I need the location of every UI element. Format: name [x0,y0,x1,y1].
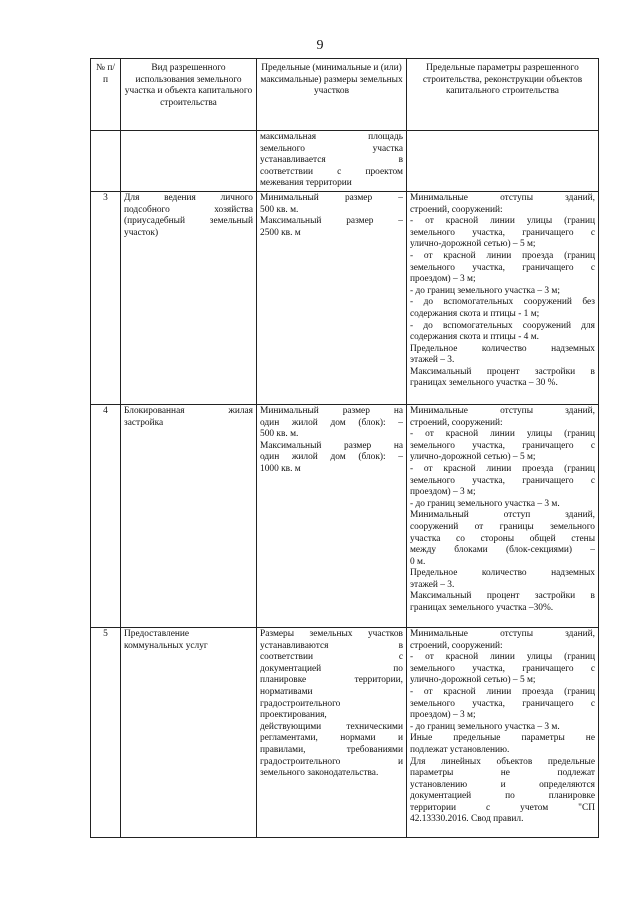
plot-size-cell [257,404,407,627]
text-line: - от красной линии улицы (границ [410,652,595,663]
text-line: градостроительного и [260,756,403,767]
cont-use-cell [121,131,257,192]
cont-size-cell [257,131,407,192]
text-line: территории с учетом "СП [410,802,595,813]
text-line: этажей – 3. [410,355,455,366]
text-line: Иные предельные параметры не [410,733,595,744]
header-use-type: Вид разрешенного использования земельного участка и объекта капитального строительства [121,59,257,131]
text-line: Блокированная жилая [124,405,253,416]
text-line: улично-дорожной сетью) – 5 м; [410,452,536,463]
text-line: улично-дорожной сетью) – 5 м; [410,675,536,686]
text-line: Для линейных объектов предельные [410,756,595,767]
text-line: 0 м. [410,556,426,567]
plot-size-cell [257,627,407,837]
text-line: установлению и определяются [410,779,595,790]
cont-params-cell [407,131,599,192]
text-line: строений, сооружений: [410,204,503,215]
cont-number-cell [91,131,121,192]
text-line: Минимальный размер – [260,192,403,203]
text-line: соответствии с проектом [260,166,403,177]
text-line: 42.13330.2016. Свод правил. [410,814,524,825]
text-line: Максимальный размер – [260,216,403,227]
text-line: - до вспомогательных сооружений без [410,297,595,308]
text-line: земельного участка, граничащего с [410,227,595,238]
text-line: земельного участка, граничащего с [410,262,595,273]
page-number: 9 [316,38,324,53]
text-line: содержания скота и птицы - 4 м. [410,332,539,343]
text-line: сооружений от границы земельного [410,521,595,532]
text-line: Минимальные отступы зданий, [410,405,595,416]
text-line: нормативами [260,686,313,697]
text-line: содержания скота и птицы - 1 м; [410,308,540,319]
text-line: участок) [124,227,159,238]
text-line: земельного законодательства. [260,768,379,779]
text-line: - до границ земельного участка – 3 м. [410,721,560,732]
text-line: максимальная площадь [260,132,403,142]
text-line: один жилой дом (блок): – [260,452,403,463]
text-line: улично-дорожной сетью) – 5 м; [410,239,536,250]
text-line: Предельное количество надземных [410,343,595,354]
text-line: (приусадебный земельный [124,216,253,227]
row-number: 3 [91,191,121,404]
use-type-cell [121,191,257,404]
regulations-table [90,58,599,838]
text-line: этажей – 3. [410,579,455,590]
header-plot-size: Предельные (минимальные и (или) максимальные) размеры земельных участков [257,59,407,131]
text-line: границах земельного участка –30%. [410,603,554,614]
text-line: земельного участка, граничащего с [410,698,595,709]
text-line: границах земельного участка – 30 %. [410,378,558,389]
table-row [91,627,599,837]
text-line: подсобного хозяйства [124,204,253,215]
table-row [91,191,599,404]
text-line: регламентами, нормами и [260,733,403,744]
build-params-cell [407,191,599,404]
text-line: соответствии с [260,652,403,663]
text-line: подлежат установлению. [410,744,510,755]
text-line: земельного участка, граничащего с [410,663,595,674]
text-line: земельного участка, граничащего с [410,440,595,451]
text-line: проектирования, [260,710,327,721]
text-line: Максимальный процент застройки в [410,591,595,602]
text-line: - до границ земельного участка – 3 м. [410,498,560,509]
text-line: градостроительного [260,698,341,709]
text-line: Предельное количество надземных [410,568,595,579]
text-line: Минимальные отступы зданий, [410,628,595,639]
text-line: планировке территории, [260,675,403,686]
text-line: Предоставление [124,628,190,639]
text-line: Максимальный размер на [260,440,403,451]
text-line: земельного участка [260,143,403,154]
text-line: - от красной линии проезда (границ [410,686,595,697]
text-line: документацией по планировке [410,791,595,802]
text-line: Максимальный процент застройки в [410,366,595,377]
text-line: устанавливается в [260,155,403,166]
text-line: участка со стороны общей стены [410,533,595,544]
text-line: - до границ земельного участка – 3 м; [410,285,560,296]
text-line: устанавливаются в [260,640,403,651]
text-line: строений, сооружений: [410,417,503,428]
text-line: 1000 кв. м [260,463,301,474]
text-line: коммунальных услуг [124,640,208,651]
text-line: земельного участка, граничащего с [410,475,595,486]
text-line: проездом) – 3 м; [410,710,476,721]
build-params-cell [407,627,599,837]
text-line: проездом) – 3 м; [410,274,476,285]
text-line: между блоками (блок-секциями) – [410,545,595,556]
plot-size-cell [257,191,407,404]
text-line: правилами, требованиями [260,744,403,755]
text-line: 500 кв. м. [260,204,299,215]
text-line: - от красной линии улицы (границ [410,216,595,227]
text-line: 2500 кв. м [260,227,301,238]
header-build-params: Предельные параметры разрешенного строительства, реконструкции объектов капитального строительства [407,59,599,131]
text-line: застройка [124,417,164,428]
text-line: Минимальный отступ зданий, [410,510,595,521]
text-line: действующими техническими [260,721,403,732]
use-type-cell [121,404,257,627]
text-line: Размеры земельных участков [260,628,403,639]
text-line: Минимальные отступы зданий, [410,192,595,203]
row-number: 4 [91,404,121,627]
text-line: межевания территории [260,178,352,189]
table-header-row [91,59,599,131]
table-row [91,404,599,627]
text-line: - от красной линии проезда (границ [410,463,595,474]
text-line: Минимальный размер на [260,405,403,416]
text-line: - от красной линии проезда (границ [410,250,595,261]
row-number: 5 [91,627,121,837]
text-line: один жилой дом (блок): – [260,417,403,428]
table-row-continuation [91,131,599,192]
text-line: строений, сооружений: [410,640,503,651]
text-line: проездом) – 3 м; [410,487,476,498]
text-line: - от красной линии улицы (границ [410,429,595,440]
text-line: параметры не подлежат [410,768,595,779]
text-line: документацией по [260,663,403,674]
text-line: - до вспомогательных сооружений для [410,320,595,331]
header-number: № п/п [91,59,121,131]
build-params-cell [407,404,599,627]
text-line: 500 кв. м. [260,429,299,440]
text-line: Для ведения личного [124,192,253,203]
use-type-cell [121,627,257,837]
